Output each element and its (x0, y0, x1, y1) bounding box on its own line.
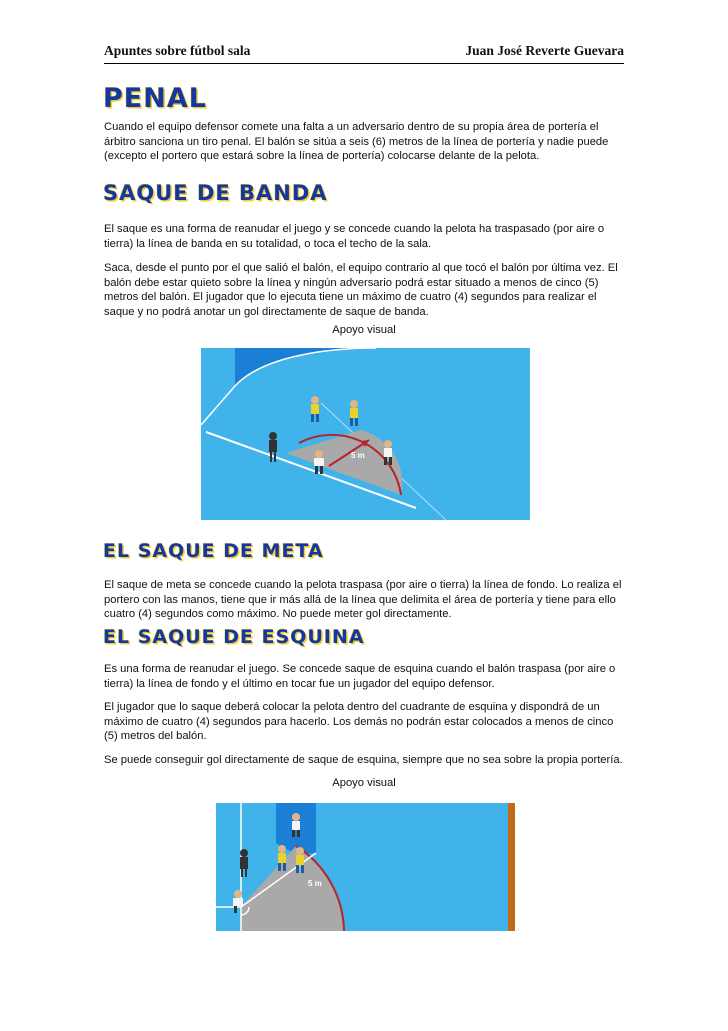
section-title-saque-meta: EL SAQUE DE META (103, 540, 324, 562)
section-title-saque-banda: SAQUE DE BANDA (103, 181, 328, 205)
section-title-penal: PENAL (103, 83, 207, 114)
paragraph-esquina-3: Se puede conseguir gol directamente de saque de esquina, siempre que no sea sobre la propia portería. (104, 754, 623, 766)
goal-post-edge (508, 803, 515, 931)
paragraph-esquina-1: Es una forma de reanudar el juego. Se concede saque de esquina cuando el balón traspasa (por aire o tierra) la línea de fondo y el último en tocar fue un jugador del equipo defensor. (104, 663, 616, 690)
caption-esquina: Apoyo visual (332, 777, 396, 789)
distance-label: 5 m (308, 879, 322, 888)
paragraph-banda-2: Saca, desde el punto por el que salió el balón, el equipo contrario al que tocó el balón por última vez. El balón debe estar quieto sobre la línea y ningún adversario podrá estar situado a menos de cinco (5) metros del balón. El jugador que lo ejecuta tiene un máximo de cuatro (4) segundos para realizar el saque y no podrá anotar un gol directamente de saque de banda. (104, 262, 618, 318)
section-title-saque-esquina: EL SAQUE DE ESQUINA (103, 626, 365, 648)
page-header (104, 43, 624, 64)
corner-kick-diagram (216, 803, 515, 931)
paragraph-banda-1: El saque es una forma de reanudar el juego y se concede cuando la pelota ha traspasado (por aire o tierra) la línea de banda en su totalidad, o toca el techo de la sala. (104, 223, 605, 250)
throw-in-diagram (201, 348, 530, 520)
distance-label: 5 m (351, 451, 365, 460)
caption-banda: Apoyo visual (332, 324, 396, 336)
paragraph-penal: Cuando el equipo defensor comete una falta a un adversario dentro de su propia área de portería el árbitro sanciona un tiro penal. El balón se sitúa a seis (6) metros de la línea de portería y nadie puede (excepto el portero que estará sobre la línea de portería) colocarse delante de la pelota. (104, 121, 609, 163)
paragraph-meta: El saque de meta se concede cuando la pelota traspasa (por aire o tierra) la línea de fondo. Lo realiza el portero con las manos, tiene que ir más allá de la línea que delimita el área de portería y tiene para ello cuatro (4) segundos como máximo. No puede meter gol directamente. (104, 579, 622, 621)
header-left: Apuntes sobre fútbol sala (104, 43, 251, 58)
paragraph-esquina-2: El jugador que lo saque deberá colocar la pelota dentro del cuadrante de esquina y dispondrá de un máximo de cuatro (4) segundos para hacerlo. Los demás no podrán estar colocados a menos de cinco (5) metros del balón. (104, 701, 614, 743)
header-right: Juan José Reverte Guevara (465, 43, 624, 58)
